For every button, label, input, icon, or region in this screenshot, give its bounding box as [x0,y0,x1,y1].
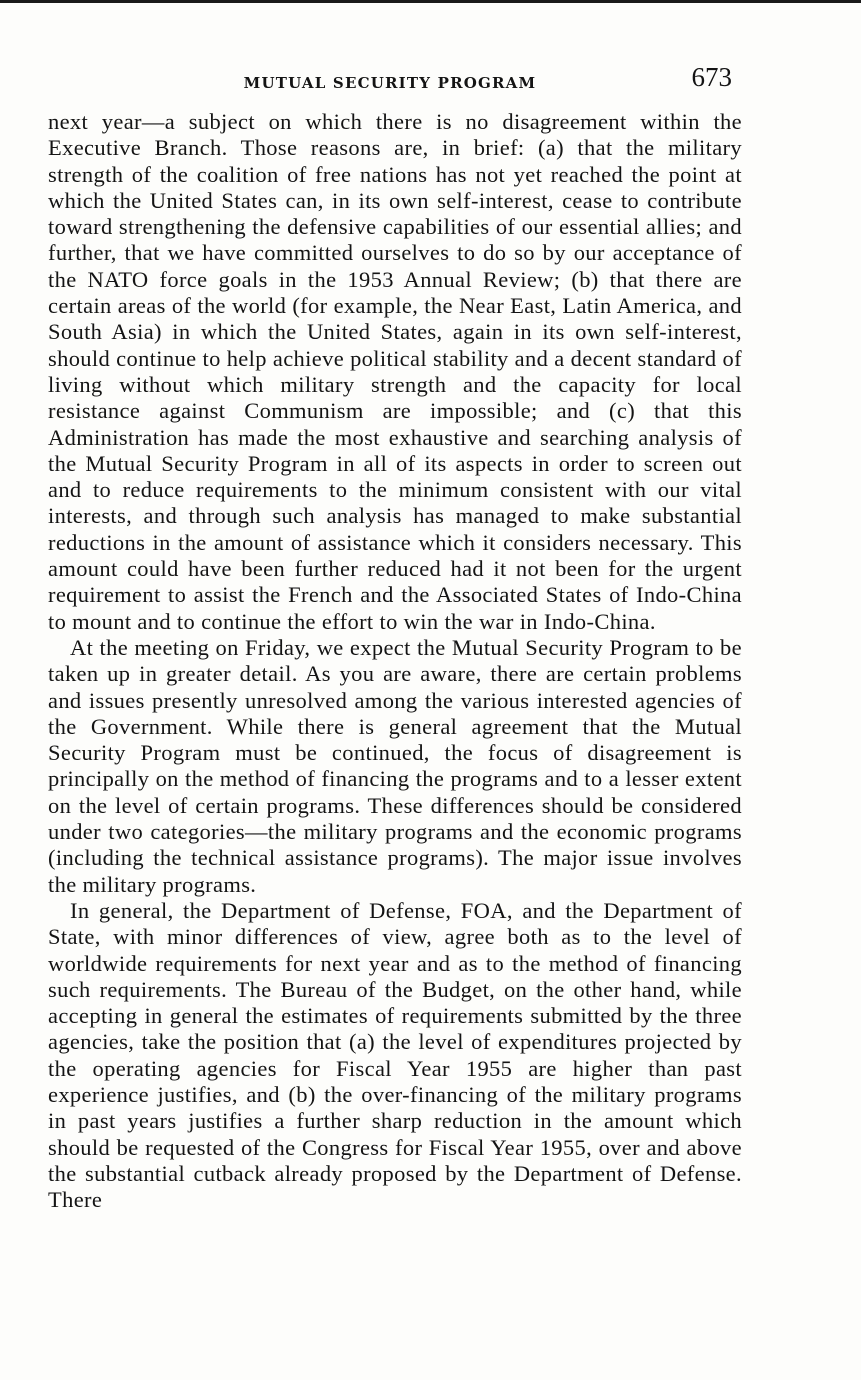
running-header [48,62,732,98]
paragraph-continued: next year—a subject on which there is no disagreement within the Executive Branch. Those reasons are, in brief: (a) that the military strength of the coalition of free nations has not yet reached the point at which the United States can, in its own self-interest, cease to contribute toward strengthening the defensive capabilities of our essential allies; and further, that we have committed ourselves to do so by our acceptance of the NATO force goals in the 1953 Annual Review; (b) that there are certain areas of the world (for example, the Near East, Latin America, and South Asia) in which the United States, again in its own self-interest, should continue to help achieve political stability and a decent standard of living without which military strength and the capacity for local resistance against Communism are impossible; and (c) that this Administration has made the most exhaustive and searching analysis of the Mutual Security Program in all of its aspects in order to screen out and to reduce requirements to the minimum consistent with our vital interests, and through such analysis has managed to make substantial reductions in the amount of assistance which it considers necessary. This amount could have been further reduced had it not been for the urgent requirement to assist the French and the Associated States of Indo-China to mount and to continue the effort to win the war in Indo-China. [48,109,742,634]
running-title: MUTUAL SECURITY PROGRAM [243,74,537,92]
paragraph-defense-budget: In general, the Department of Defense, FOA, and the Department of State, with minor differences of view, agree both as to the level of worldwide requirements for next year and as to the method of financing such requirements. The Bureau of the Budget, on the other hand, while accepting in general the estimates of requirements submitted by the three agencies, take the position that (a) the level of expenditures projected by the operating agencies for Fiscal Year 1955 are higher than past experience justifies, and (b) the over-financing of the military programs in past years justifies a further sharp reduction in the amount which should be requested of the Congress for Fiscal Year 1955, over and above the substantial cutback already proposed by the Department of Defense. There [48,897,742,1213]
page-number: 673 [691,62,732,92]
body-text [48,109,742,1213]
top-edge-rule [0,0,861,3]
paragraph-friday-meeting: At the meeting on Friday, we expect the Mutual Security Program to be taken up in greater detail. As you are aware, there are certain problems and issues presently unresolved among the various interested agencies of the Government. While there is general agreement that the Mutual Security Program must be continued, the focus of disagreement is principally on the method of financing the programs and to a lesser extent on the level of certain programs. These differences should be considered under two categories—the military programs and the economic programs (including the technical assistance programs). The major issue involves the military programs. [48,634,742,897]
